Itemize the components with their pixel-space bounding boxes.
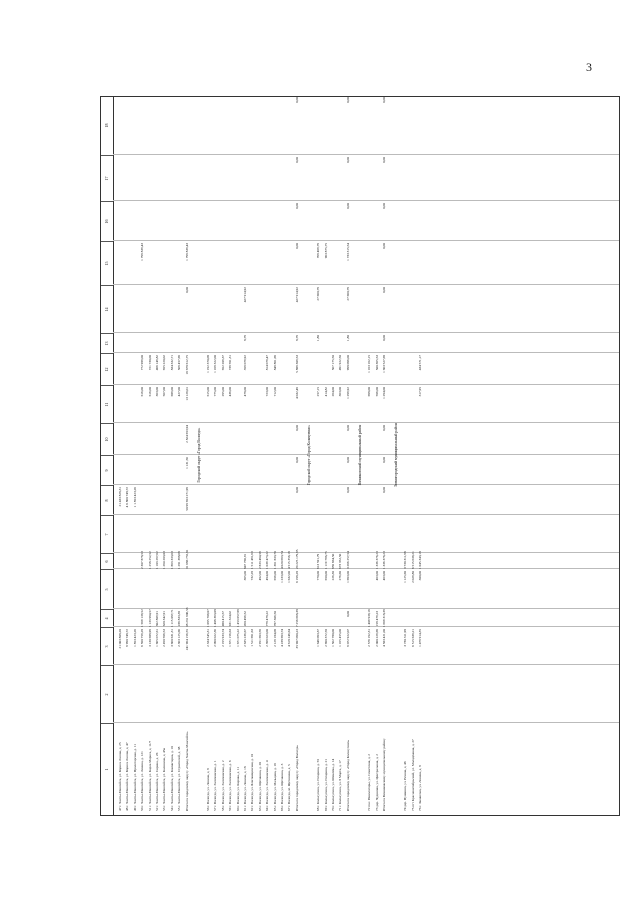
table-cell: 1 408 363,08 [213, 609, 218, 627]
row-label: 59 г. Вологда, ул. Зосимовская, д. 6 [228, 760, 233, 811]
table-cell: 998 096,00 [345, 355, 350, 371]
table-cell: 434 571,17 [418, 355, 423, 371]
table-cell: 0,00 [345, 457, 350, 463]
row-label: 55 г. Ханты-Мансийск, ул. Строителей, д. 38 [177, 746, 182, 811]
table-cell: 1 258 252,52 [147, 551, 152, 569]
table-cell: 0,00 [382, 457, 386, 463]
table-cell: 2 195 933,74 [220, 629, 225, 647]
table-cell: 655 220,02 [162, 355, 167, 371]
table-cell: 2 690 372,58 [323, 629, 328, 647]
table-cell: 3 660 631,31 [169, 629, 174, 647]
table-cell: 31 686 755,81 [184, 549, 189, 569]
data-table [100, 96, 620, 816]
row-label: 73 дер. Чудиново, ул. Центральная, д. 2 [374, 754, 379, 811]
row-label: 52 г. Ханты-Мансийск, ул. Сирина, д. 26 [155, 752, 159, 811]
row-label: 69 г. Кольчугино, ул. Гагарина, д. 21 [323, 758, 328, 811]
table-cell: 963 875,75 [323, 243, 328, 259]
table-cell: 226,30 [331, 571, 335, 581]
table-cell: 0,00 [294, 457, 299, 463]
column-header: 3 [101, 627, 113, 665]
table-cell: 363,00 [338, 387, 343, 397]
row-label: 61 г. Вологда, ул. Ленина, д. 18 [243, 766, 247, 811]
table-cell: 2 450 596,53 [162, 629, 167, 647]
table-cell: 3 730 311,98 [403, 551, 408, 569]
table-cell: 436,00 [228, 387, 233, 397]
table-cell: 3 130 688,99 [147, 629, 152, 647]
table-cell: 1,80 [316, 335, 321, 341]
table-cell: 38 231 906,53 [184, 607, 189, 627]
table-cell: 478,00 [243, 387, 247, 397]
table-cell: 2 334 545,31 [206, 629, 210, 647]
column-header: 8 [101, 485, 113, 515]
table-cell: 2 576 192,31 [367, 629, 372, 647]
row-label: 51 г. Ханты-Мансийск, ул. Карла Маркса, д. 11/7 [147, 740, 152, 811]
table-cell: 859 664,50 [331, 553, 335, 569]
table-cell: 1 569 139,52 [140, 609, 145, 627]
table-cell: 770,00 [316, 571, 321, 581]
column-header: 15 [101, 241, 113, 285]
row-label: 48 г. Ханты-Мансийск, ул. Бориса Лосева, д. 47 [125, 742, 130, 811]
table-cell: 1 336 376,23 [382, 551, 386, 569]
table-cell [132, 243, 139, 285]
table-cell: 4 583 421,00 [382, 629, 386, 647]
table-cell: 1 115 087,71 [169, 609, 174, 627]
table-cell: 2 635 236,67 [243, 629, 247, 647]
table-cell: 1 511 691,63 [250, 629, 255, 647]
table-cell: 0,00 [382, 243, 386, 249]
column-header: 16 [101, 201, 113, 241]
table-cell: 35 907 090,23 [294, 629, 299, 649]
table-cell: 1 039 473,22 [265, 551, 270, 569]
table-cell: 2 833 494,59 [257, 551, 262, 569]
table-cell: 569 457,69 [177, 355, 182, 371]
table-cell: 50 99 653 271,99 [184, 487, 189, 511]
table-cell: 20 225 179,95 [294, 549, 299, 569]
table-cell: 931 324,02 [228, 611, 233, 627]
table-cell: 1 663 527,68 [382, 355, 386, 373]
table-cell: 1 853 423,26 [132, 629, 137, 647]
table-cell: 1 511 491,63 [250, 551, 255, 569]
table-cell: 16 678 612,75 [184, 355, 189, 375]
table-cell: 2 307 878,53 [140, 551, 145, 569]
table-cell: 365,00 [243, 571, 247, 581]
table-cell: 4 515 356,18 [287, 551, 292, 569]
table-cell: 732,28 [250, 571, 255, 581]
table-cell: 0,00 [294, 243, 299, 249]
table-cell: 0,00 [382, 287, 386, 293]
table-cell: 6 515 639,21 [410, 551, 415, 569]
row-label: 56 г. Вологда, ул. Ленина, д. 9 [206, 768, 210, 811]
row-label: 74 дер. Пушкино, ул. Речная, д. 46 [403, 761, 408, 811]
column-header: 1 [101, 723, 113, 815]
table-cell: 7 256 668,38 [294, 609, 299, 627]
section-title: Вязниковский муниципальный район [358, 424, 363, 486]
table-cell: 4 020 693,74 [280, 551, 284, 569]
table-cell: 480 415,57 [220, 611, 225, 627]
table-cell: 27 660,79 [345, 287, 350, 301]
table-cell: 427 914,92 [294, 287, 299, 303]
table-cell: 650,00 [323, 571, 328, 581]
table-cell: 491 922,50 [338, 355, 343, 371]
table-cell: 494,00 [265, 571, 270, 581]
rotated-table [100, 96, 620, 816]
column-divider [113, 352, 619, 353]
table-cell: 0,00 [345, 97, 350, 103]
table-cell: 4 618 246,64 [287, 629, 292, 647]
table-cell: 2 399 023,00 [265, 629, 270, 647]
column-header: 17 [101, 155, 113, 201]
table-header-row [101, 97, 114, 815]
table-cell: 567 175,50 [331, 355, 335, 371]
section-title: Городской округ «Город Кольчугино» [307, 424, 312, 486]
table-cell: 276,60 [338, 571, 343, 581]
row-label: 70 г. Кольчугино, ул. Шмелёва, д. 14 [331, 758, 335, 811]
table-cell: 5 889 309,53 [294, 355, 299, 373]
row-label: Итого по городскому округу «Город Ханты-Мансийск» [184, 731, 189, 811]
table-cell: 2 029,80 [410, 571, 415, 583]
table-cell: 814 079,47 [265, 355, 270, 371]
table-cell: 0,00 [294, 97, 299, 103]
table-cell: 616,00 [140, 387, 145, 397]
table-cell: 2 363 125,66 [177, 629, 182, 647]
table-cell: 463,00 [382, 571, 386, 581]
row-label: 62 г. Вологда, ул. Благовещенская, д. 10 [250, 753, 255, 811]
row-label: 65 г. Вологда, ул. Мальцева, д. 16 [272, 763, 277, 811]
table-cell: 9 990 748,72 [125, 629, 130, 647]
column-divider [113, 200, 619, 201]
row-label: Итого по городскому округу «Город Вологда» [294, 744, 299, 811]
table-cell: 363,00 [155, 387, 159, 397]
table-cell: 1 665 072,61 [155, 629, 159, 647]
column-divider [113, 154, 619, 155]
row-label: 68 г. Кольчугино, ул. Гагарина, д. 55 [316, 758, 321, 811]
table-cell: 1 863 333,63 [169, 551, 174, 569]
scanned-table-frame [100, 96, 620, 816]
column-header: 12 [101, 353, 113, 385]
table-cell: 21 003 808,20 [118, 629, 122, 649]
table-cell: 652 209,37 [220, 355, 225, 371]
page-number: 3 [586, 60, 592, 74]
column-header: 9 [101, 455, 113, 485]
table-cell: 0,00 [345, 203, 350, 209]
row-label: 75 пгт Краснооктябрьский, ул. Молодёжная, д. 27 [410, 739, 415, 811]
table-cell [124, 243, 131, 285]
table-cell [117, 355, 124, 385]
table-cell: 1 671 075,22 [235, 629, 240, 647]
table-cell: 689,00 [169, 387, 174, 397]
table-cell: 656,00 [272, 571, 277, 581]
table-cell: 0,00 [294, 157, 299, 163]
table-cell: 1 409 939,16 [367, 609, 372, 627]
column-header: 6 [101, 553, 113, 569]
table-cell: 849 861,69 [272, 355, 277, 371]
table-cell: 0,00 [294, 487, 299, 493]
table-cell: 1 045 343,18 [418, 551, 423, 569]
table-cell: 620 342,91 [162, 611, 167, 627]
section-title: Городской округ «Город Вологда» [197, 427, 201, 483]
table-cell: 775,00 [213, 387, 218, 397]
column-header: 18 [101, 96, 113, 155]
table-cell: 463,00 [374, 571, 379, 581]
table-cell: 9 072 922,07 [345, 629, 350, 647]
table-cell: 2 824 653,94 [184, 425, 189, 443]
table-cell: 1 095 709,07 [206, 609, 210, 627]
row-label: 53 г. Ханты-Мансийск, ул. Калинина, д. 45а [162, 747, 167, 811]
row-label: Итого по городскому округу «Город Кольчугино» [345, 739, 350, 811]
table-cell: 236 833,38 [177, 611, 182, 627]
table-cell: 260 496,52 [243, 611, 247, 627]
table-cell: 1 103 297,62 [155, 551, 159, 569]
table-cell: 0,00 [294, 203, 299, 209]
table-cell: 1 669 318,39 [382, 609, 386, 627]
table-cell: 0,00 [382, 157, 386, 163]
table-cell: 241 964 156,55 [184, 629, 189, 651]
table-cell: 0,00 [294, 425, 299, 431]
table-cell: 0,00 [382, 487, 386, 493]
table-cell: 1 632,00 [287, 571, 292, 583]
table-cell: 295,00 [220, 387, 225, 397]
column-header: 2 [101, 665, 113, 723]
table-cell: 1 125,60 [403, 571, 408, 583]
section-title: Звенигородский муниципальный район [394, 423, 399, 487]
table-cell: 1 169 322,00 [213, 355, 218, 373]
row-label: 76 г. Звенигово, ул. Ленина, д. 9 [418, 765, 423, 811]
table-cell: 1 192 370,08 [206, 355, 210, 373]
table-cell: 0,00 [345, 487, 350, 493]
table-cell: 1,80 [345, 335, 350, 341]
table-cell: 27 660,79 [316, 287, 321, 301]
table-cell: 3 730 311,98 [403, 629, 408, 647]
table-cell: 0,00 [345, 425, 350, 431]
table-cell: 1 299,92 [345, 387, 350, 399]
table-cell: 772 989,00 [140, 355, 145, 371]
table-cell: 616,00 [147, 387, 152, 397]
row-label: 60 г. Вологда, ул. Кирова, д. 11 [235, 766, 240, 811]
table-cell: 1 233,00 [280, 571, 284, 583]
table-cell: 13 126,01 [184, 387, 189, 401]
table-cell: 721 730,00 [147, 355, 152, 371]
table-cell: 4 032,49 [294, 387, 299, 399]
table-cell: 1 799 839,43 [140, 243, 145, 261]
table-cell: 0,00 [382, 335, 386, 341]
row-label: 63 г. Вологда, ул. Щетинина, д. 20 [257, 762, 262, 811]
table-cell: 567,00 [162, 387, 167, 397]
table-cell: 0,00 [382, 425, 386, 431]
row-label: 57 г. Вологда, ул. Зосимовская, д. 1 [213, 760, 218, 811]
table-cell: 3 266 257,54 [345, 551, 350, 569]
table-cell: 500 365,53 [374, 355, 379, 371]
table-cell: 1 264 203,03 [162, 551, 167, 569]
table-cell: 302 809,91 [155, 611, 159, 627]
table-cell: 21 433 828,31 [118, 487, 122, 507]
table-cell: 1 133 994,57 [147, 609, 152, 627]
table-cell: 492,00 [257, 571, 262, 581]
table-cell: 8,79 [243, 335, 247, 341]
table-cell [124, 355, 131, 385]
table-cell: 1 671 156,63 [228, 629, 233, 647]
column-divider [113, 240, 619, 241]
table-cell: 0,00 [345, 611, 350, 617]
table-cell: 2 129 184,08 [272, 629, 277, 647]
table-cell: 6 198,28 [294, 571, 299, 583]
column-header: 11 [101, 385, 113, 423]
row-label: 47 г. Ханты-Мансийск, ул. Бориса Лосева, д. 25 [118, 742, 122, 811]
table-cell: 1 479 914,35 [418, 629, 423, 647]
column-header: 10 [101, 423, 113, 455]
table-cell: 466 149,82 [155, 355, 159, 371]
table-cell: 1 799 839,43 [184, 243, 189, 261]
table-cell: 1 165 455,00 [338, 629, 343, 647]
row-label: 71 г. Кольчугино, ул. 8 Марта, д. 17 [338, 760, 343, 811]
table-cell: 0,00 [345, 157, 350, 163]
column-header: 5 [101, 569, 113, 609]
table-cell: 596,00 [374, 387, 379, 397]
table-cell: 769 469,79 [316, 243, 321, 259]
table-cell: 847 766,91 [243, 553, 247, 569]
row-label: 67 г. Вологда, ul. Щетинина, д. 5 [287, 764, 292, 811]
table-cell: 414,82 [323, 387, 328, 397]
table-cell: 159 479,23 [374, 611, 379, 627]
column-header: 4 [101, 609, 113, 627]
table-cell: 1 131,56 [184, 457, 189, 469]
table-cell: 1 693,00 [345, 571, 350, 583]
table-cell: 1 1 853 423,26 [132, 487, 137, 508]
table-cell: 4 6 860 748,72 [125, 487, 130, 508]
table-cell: 1 733 315,54 [345, 243, 350, 261]
row-label: 72 пос. Никологоры, ул. Советская, д. 2 [367, 754, 372, 811]
column-header: 14 [101, 285, 113, 333]
table-cell: 6 590 759,28 [140, 629, 145, 647]
row-label: 50 г. Ханты-Мансийск, ул. Ленина, д. 121 [140, 751, 145, 811]
column-header: 7 [101, 515, 113, 553]
row-label: Итого по Вязниковскому муниципальному району [382, 738, 386, 811]
table-cell: 834 332,71 [169, 355, 174, 371]
table-cell [132, 355, 139, 385]
table-cell: 317,95 [418, 387, 423, 397]
table-cell: 723,00 [265, 387, 270, 397]
table-cell: 300,00 [418, 571, 423, 581]
table-cell: 4 238 693,74 [280, 629, 284, 647]
table-cell: 739 591,31 [228, 355, 233, 371]
row-label: 64 г. Вологда, ул. Зосимовская, д. 4 [265, 760, 270, 811]
table-cell: 1 119 796,75 [323, 551, 328, 569]
row-label: 49 г. Ханты-Мансийск, ул. Пролетарская, д. 11 [132, 743, 137, 811]
table-cell: 787 306,50 [272, 611, 277, 627]
table-cell: 2 090 022,36 [213, 629, 218, 647]
column-header: 13 [101, 333, 113, 353]
table-cell: 779 478,22 [265, 611, 270, 627]
table-cell [117, 243, 124, 285]
table-cell: 1 562 780,00 [331, 629, 335, 647]
table-cell: 1 361 833,70 [272, 551, 277, 569]
table-cell: 1 646 093,37 [316, 629, 321, 647]
table-cell: 0,00 [382, 97, 386, 103]
table-cell: 359 079,92 [243, 355, 247, 371]
table-cell: 712,00 [272, 387, 277, 397]
table-cell: 6 515 639,21 [410, 629, 415, 647]
table-cell: 1 336 376,23 [374, 551, 379, 569]
table-cell: 8,79 [294, 335, 299, 341]
table-cell: 1 281 398,68 [177, 551, 182, 569]
row-label: 54 г. Ханты-Мансийск, ул. Коминтерна, д. 10 [169, 746, 174, 811]
table-cell: 0,00 [382, 203, 386, 209]
column-divider [113, 722, 619, 723]
table-cell: 427 914,92 [243, 287, 247, 303]
table-cell: 1 163 162,15 [367, 355, 372, 373]
table-cell: 698,00 [367, 387, 372, 397]
table-cell: 427,00 [177, 387, 182, 397]
table-cell: 2 000 229,69 [374, 629, 379, 647]
table-cell: 615,00 [206, 387, 210, 397]
table-cell: 673 352,50 [338, 553, 343, 569]
table-cell: 264,00 [331, 387, 335, 397]
table-cell: 1 453 057,89 [235, 609, 240, 627]
row-label: 58 г. Вологда, ул. Зосимовская, д. 2 [220, 760, 225, 811]
table-cell: 613 591,79 [316, 553, 321, 569]
table-cell: 1 294,00 [382, 387, 386, 399]
table-cell: 0,00 [184, 287, 189, 293]
row-label: 66 г. Вологда, ул. Щетинина, д. 3 [280, 763, 284, 811]
table-cell: 2 951 693,59 [257, 629, 262, 647]
table-cell: 257,15 [316, 387, 321, 397]
